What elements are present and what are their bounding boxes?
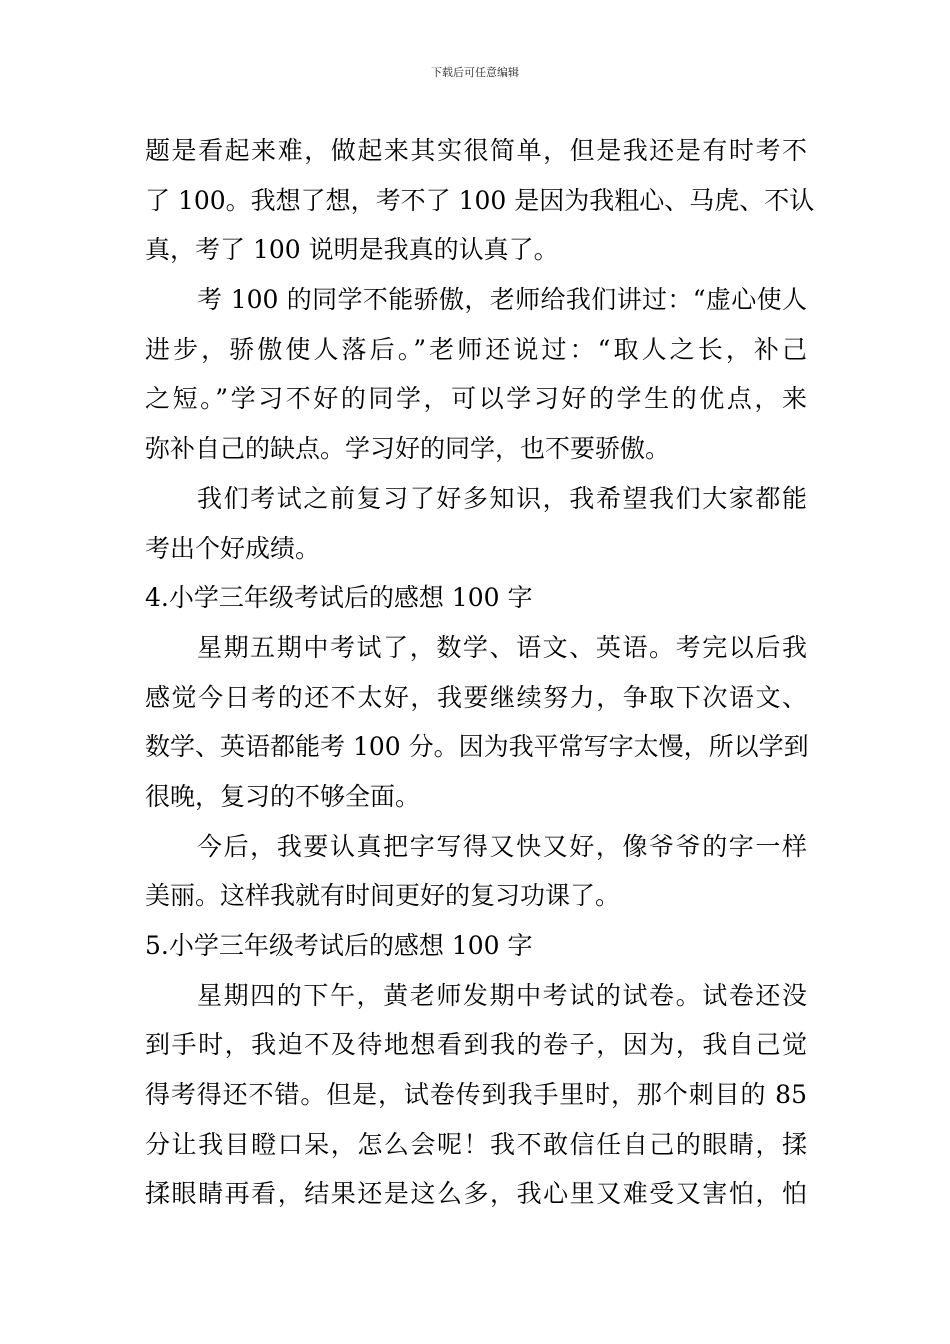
text-line: 了 100。我想了想，考不了 100 是因为我粗心、马虎、不认: [145, 185, 815, 215]
section-heading: 5.小学三年级考试后的感想 100 字: [145, 931, 533, 960]
text-line: 美丽。这样我就有时间更好的复习功课了。: [145, 881, 621, 911]
text-line: 星期四的下午，黄老师发期中考试的试卷。试卷还没: [197, 980, 807, 1010]
text-line: 数学、英语都能考 100 分。因为我平常写字太慢，所以学到: [145, 732, 809, 762]
text-line: 很晚，复习的不够全面。: [145, 781, 421, 811]
text-line: 题是看起来难，做起来其实很简单，但是我还是有时考不: [145, 136, 807, 165]
text-line: 星期五期中考试了，数学、语文、英语。考完以后我: [197, 632, 807, 662]
text-line: 今后，我要认真把字写得又快又好，像爷爷的字一样: [197, 831, 807, 861]
text-line: 之短。”学习不好的同学，可以学习好的学生的优点，来: [145, 384, 807, 414]
text-line: 弥补自己的缺点。学习好的同学，也不要骄傲。: [145, 434, 671, 464]
document-body: [145, 126, 815, 1219]
text-line: 我们考试之前复习了好多知识，我希望我们大家都能: [197, 483, 807, 513]
text-line: 得考得还不错。但是，试卷传到我手里时，那个刺目的 85: [145, 1080, 807, 1110]
text-line: 到手时，我迫不及待地想看到我的卷子，因为，我自己觉: [145, 1030, 807, 1060]
text-line: 揉眼睛再看，结果还是这么多，我心里又难受又害怕，怕: [145, 1179, 807, 1209]
text-line: 进步，骄傲使人落后。”老师还说过：“取人之长，补己: [145, 334, 807, 364]
text-line: 考 100 的同学不能骄傲，老师给我们讲过：“虚心使人: [197, 285, 807, 315]
text-line: 真，考了 100 说明是我真的认真了。: [145, 235, 559, 265]
section-heading: 4.小学三年级考试后的感想 100 字: [145, 583, 533, 613]
text-line: 考出个好成绩。: [145, 533, 321, 563]
text-line: 感觉今日考的还不太好，我要继续努力，争取下次语文、: [145, 682, 807, 712]
text-line: 分让我目瞪口呆，怎么会呢！我不敢信任自己的眼睛，揉: [145, 1129, 807, 1159]
page-header: 下载后可任意编辑: [431, 66, 519, 79]
